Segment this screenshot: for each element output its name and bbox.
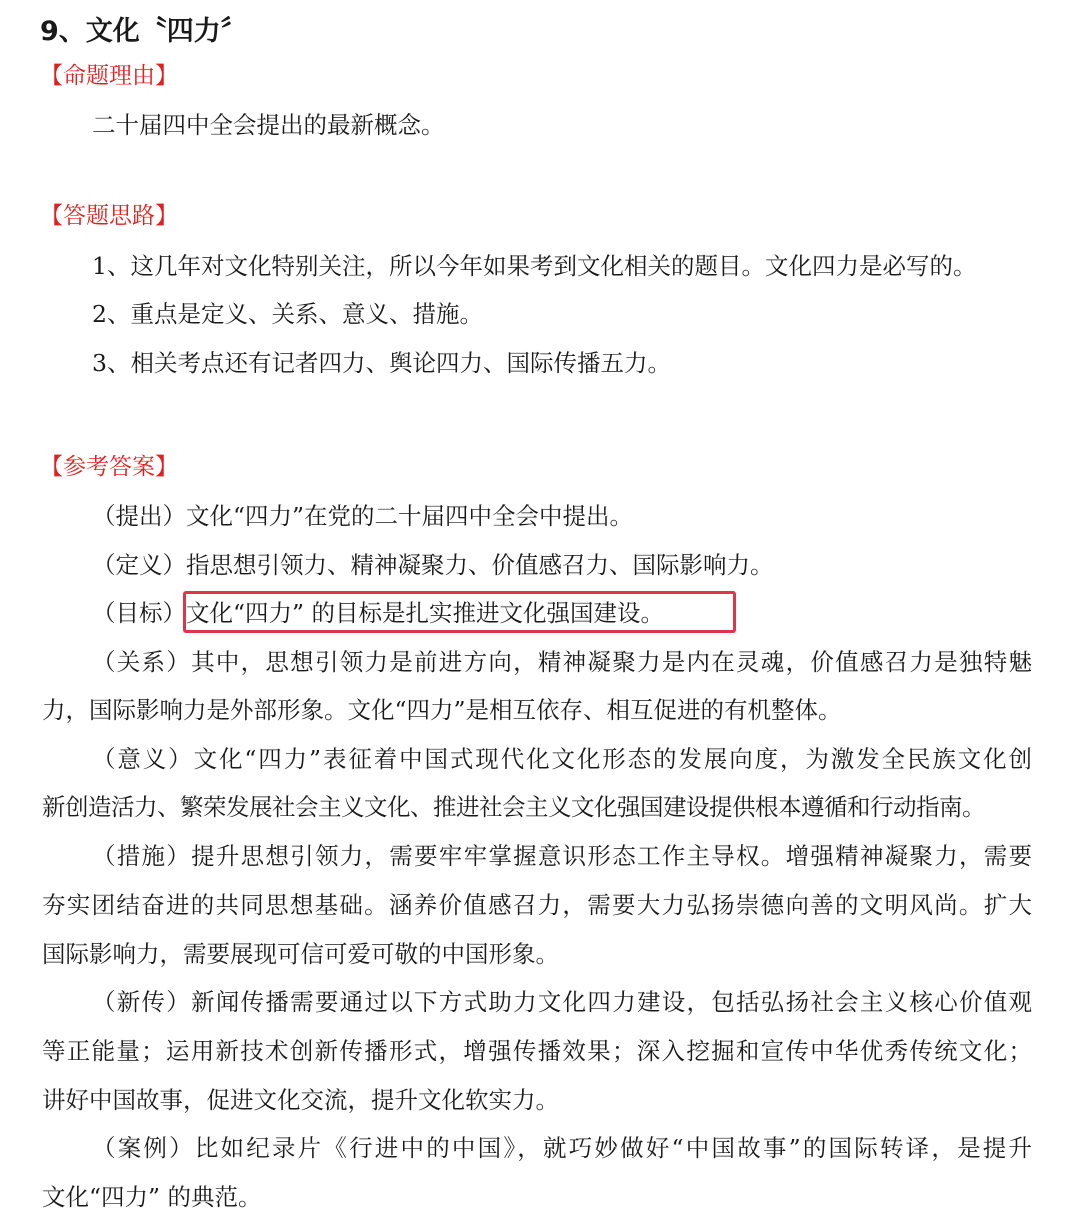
approach-heading: 【答题思路】: [40, 203, 178, 229]
answer-significance-tag: （意义）: [92, 745, 194, 773]
answer-newmedia-line-2: 等正能量；运用新技术创新传播形式，增强传播效果；深入挖掘和宣传中华优秀传统文化；: [42, 1037, 1032, 1065]
answer-goal-tag: （目标）: [92, 599, 186, 627]
reason-heading: 【命题理由】: [40, 63, 178, 89]
answer-newmedia-text-1: 新闻传播需要通过以下方式助力文化四力建设，包括弘扬社会主义核心价值观: [191, 988, 1033, 1016]
approach-item-2: 2、重点是定义、关系、意义、措施。: [92, 300, 483, 328]
answer-measures-line-3: 国际影响力，需要展现可信可爱可敬的中国形象。: [42, 940, 559, 968]
approach-item-1: 1、这几年对文化特别关注，所以今年如果考到文化相关的题目。文化四力是必写的。: [92, 252, 977, 280]
answer-proposal: [42, 499, 1032, 533]
answer-proposal-text: 文化“四力”在党的二十届四中全会中提出。: [186, 502, 634, 530]
answer-newmedia-line-1: [42, 985, 1032, 1019]
approach-item-3: 3、相关考点还有记者四力、舆论四力、国际传播五力。: [92, 349, 671, 377]
answer-definition: [42, 548, 1032, 582]
answer-case-line-1: [42, 1131, 1032, 1165]
answer-case-tag: （案例）: [92, 1134, 195, 1162]
answer-relation-tag: （关系）: [92, 648, 192, 676]
answer-significance-text-1: 文化“四力”表征着中国式现代化文化形态的发展向度，为激发全民族文化创: [193, 745, 1033, 773]
answer-case-line-2: 文化“四力” 的典范。: [42, 1183, 262, 1211]
answer-newmedia-line-3: 讲好中国故事，促进文化交流，提升文化软实力。: [42, 1086, 559, 1114]
answer-relation-line-2: 力，国际影响力是外部形象。文化“四力”是相互依存、相互促进的有机整体。: [42, 696, 842, 724]
answer-goal-text: 文化“四力” 的目标是扎实推进文化强国建设。: [186, 599, 664, 627]
page-title: 9、文化〝四力〞: [40, 16, 248, 47]
answer-newmedia-tag: （新传）: [92, 988, 192, 1016]
answer-relation-text-1: 其中，思想引领力是前进方向，精神凝聚力是内在灵魂，价值感召力是独特魅: [191, 648, 1033, 676]
answer-definition-text: 指思想引领力、精神凝聚力、价值感召力、国际影响力。: [186, 551, 774, 579]
answer-definition-tag: （定义）: [92, 551, 186, 579]
answer-relation-line-1: [42, 645, 1032, 679]
answer-measures-tag: （措施）: [92, 842, 192, 870]
answer-significance-line-2: 新创造活力、繁荣发展社会主义文化、推进社会主义文化强国建设提供根本遵循和行动指南。: [42, 793, 985, 821]
answer-case-text-1: 比如纪录片《行进中的中国》，就巧妙做好“中国故事”的国际转译，是提升: [194, 1134, 1033, 1162]
answer-measures-line-2: 夯实团结奋进的共同思想基础。涵养价值感召力，需要大力弘扬崇德向善的文明风尚。扩大: [42, 891, 1032, 919]
answer-proposal-tag: （提出）: [92, 502, 186, 530]
answer-heading: 【参考答案】: [40, 454, 178, 480]
answer-measures-line-1: [42, 839, 1032, 873]
reason-text: 二十届四中全会提出的最新概念。: [92, 111, 445, 139]
answer-measures-text-1: 提升思想引领力，需要牢牢掌握意识形态工作主导权。增强精神凝聚力，需要: [191, 842, 1033, 870]
answer-significance-line-1: [42, 742, 1032, 776]
highlight-box: [183, 591, 736, 633]
